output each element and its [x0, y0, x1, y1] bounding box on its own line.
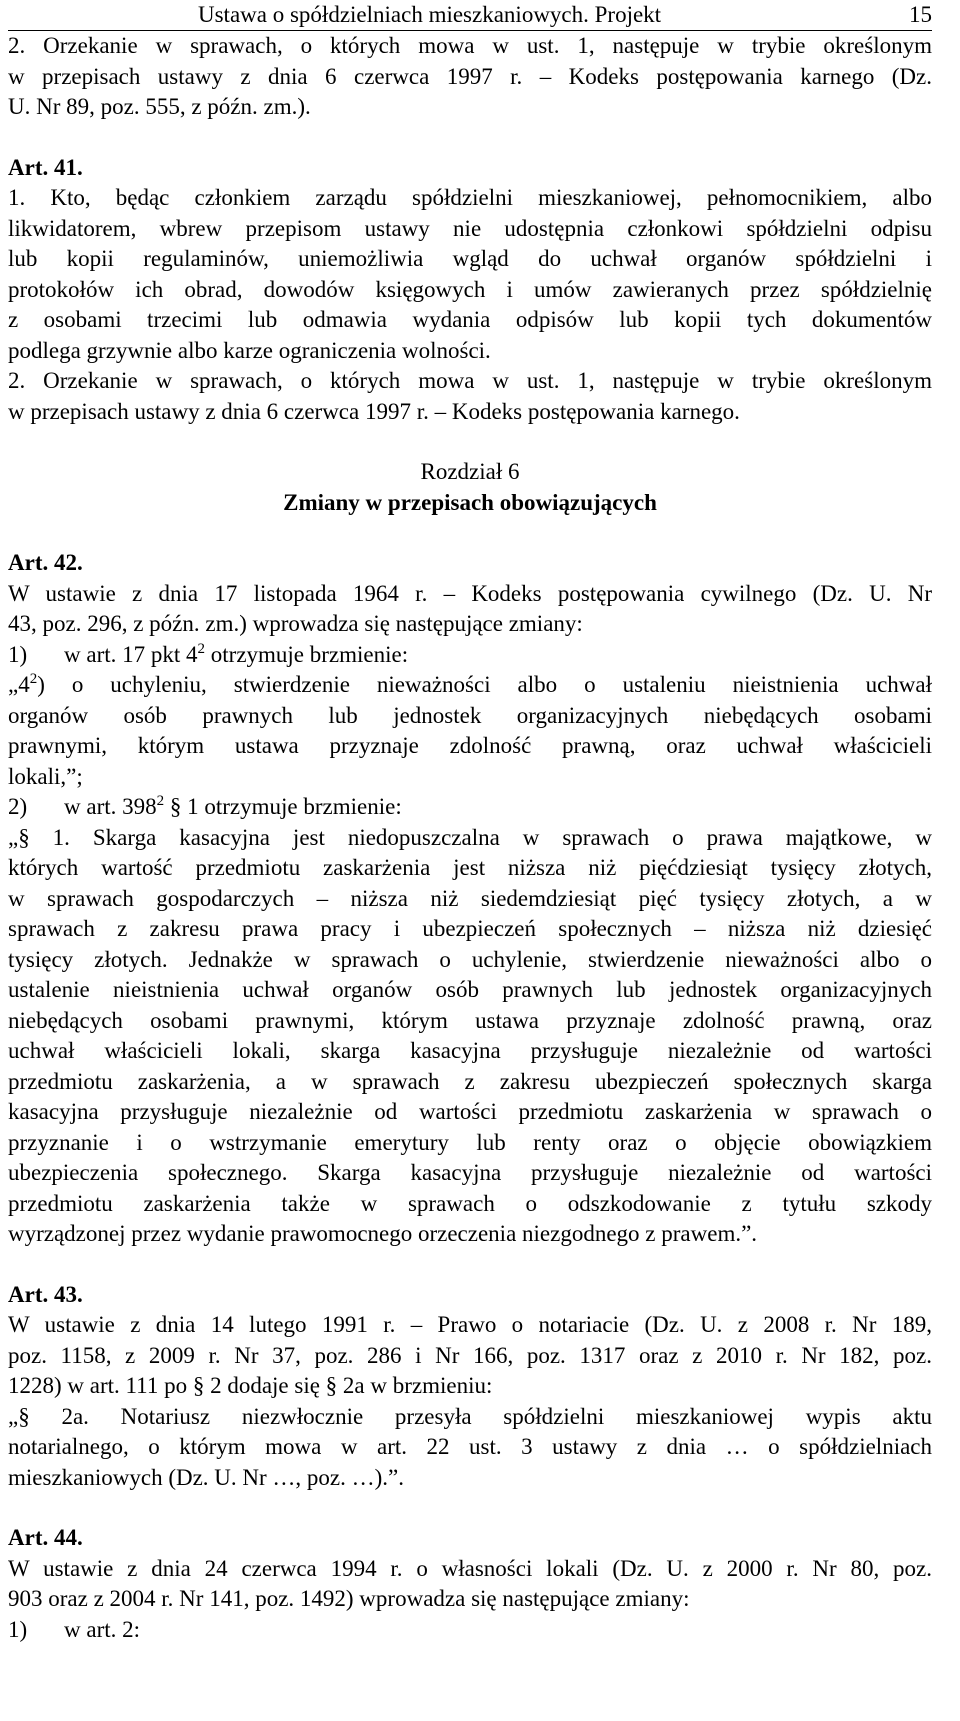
text-line: 903 oraz z 2004 r. Nr 141, poz. 1492) wprowadza się następujące zmiany: [8, 1586, 690, 1611]
quote-line: przyznanie i o wstrzymanie emerytury lub renty oraz o objęcie obowiązkiem [8, 1129, 932, 1155]
header-title: Ustawa o spółdzielniach mieszkaniowych. Projekt [198, 2, 662, 27]
quote-line: ustalenie nieistnienia uchwał organów osób prawnych lub jednostek organizacyjnych [8, 977, 932, 1002]
article-heading-44: Art. 44. [8, 1525, 83, 1550]
quote-line: sprawach z zakresu prawa pracy i ubezpieczeń społecznych – niższa niż dziesięć [8, 916, 932, 941]
quote-line: kasacyjna przysługuje niezależnie od wartości przedmiotu zaskarżenia w sprawach o [8, 1099, 932, 1124]
quote-line: których wartość przedmiotu zaskarżenia jest niższa niż pięćdziesiąt tysięcy złotych, [8, 855, 932, 880]
text-line: W ustawie z dnia 24 czerwca 1994 r. o własności lokali (Dz. U. z 2000 r. Nr 80, poz. [8, 1555, 932, 1581]
text-line: 2. Orzekanie w sprawach, o których mowa w ust. 1, następuje w trybie określonym [8, 368, 932, 393]
text-line: W ustawie z dnia 17 listopada 1964 r. – Kodeks postępowania cywilnego (Dz. U. Nr [8, 580, 932, 606]
list-number: 2) [8, 794, 28, 819]
text-line: 43, poz. 296, z późn. zm.) wprowadza się następujące zmiany: [8, 611, 583, 636]
quote-line: notarialnego, o którym mowa w art. 22 ust. 3 ustawy z dnia … o spółdzielniach [8, 1434, 932, 1459]
superscript: 2 [156, 793, 165, 809]
article-heading-42: Art. 42. [8, 550, 83, 575]
quote-line: uchwał właścicieli lokali, skarga kasacyjna przysługuje niezależnie od wartości [8, 1038, 932, 1063]
text-line: 2. Orzekanie w sprawach, o których mowa w ust. 1, następuje w trybie określonym [8, 33, 932, 58]
list-item [8, 640, 932, 671]
quote-line: wyrządzonej przez wydanie prawomocnego orzeczenia niezgodnego z prawem.”. [8, 1221, 758, 1246]
quote-line: w sprawach gospodarczych – niższa niż siedemdziesiąt pięć tysięcy złotych, a w [8, 885, 932, 911]
quote-text: „4 [8, 672, 30, 697]
quote-line: lokali,”; [8, 763, 83, 789]
quote-line: mieszkaniowych (Dz. U. Nr …, poz. …).”. [8, 1464, 404, 1490]
text-line: U. Nr 89, poz. 555, z późn. zm.). [8, 94, 311, 119]
quote-line: prawnymi, którym ustawa przyznaje zdolność prawną, oraz uchwał właścicieli [8, 733, 932, 758]
quote-text: ) o uchyleniu, stwierdzenie nieważności albo o ustaleniu nieistnienia uchwał [37, 672, 932, 697]
text-line: podlega grzywnie albo karze ograniczenia wolności. [8, 337, 491, 363]
text-line: 1. Kto, będąc członkiem zarządu spółdzielni mieszkaniowej, pełnomocnikiem, albo [8, 185, 932, 210]
quote-line [8, 670, 932, 701]
list-text-part: w art. 17 pkt 4 [64, 641, 198, 667]
text-line: likwidatorem, wbrew przepisom ustawy nie udostępnia członkowi spółdzielni odpisu [8, 215, 932, 241]
quote-line: „§ 2a. Notariusz niezwłocznie przesyła spółdzielni mieszkaniowej wypis aktu [8, 1403, 932, 1429]
article-heading-43: Art. 43. [8, 1281, 83, 1307]
page-header [8, 0, 932, 31]
text-line: lub kopii regulaminów, uniemożliwia wgląd do uchwał organów spółdzielni i [8, 246, 932, 271]
list-text-part: § 1 otrzymuje brzmienie: [164, 794, 402, 819]
list-text [64, 792, 402, 823]
superscript: 2 [29, 671, 38, 687]
list-item [8, 1615, 932, 1646]
list-number: 1) [8, 1616, 28, 1642]
text-line: w przepisach ustawy z dnia 6 czerwca 1997 r. – Kodeks postępowania karnego. [8, 398, 740, 424]
text-line: z osobami trzecimi lub odmawia wydania odpisów lub kopii tych dokumentów [8, 307, 932, 332]
list-text-part: otrzymuje brzmienie: [205, 641, 409, 667]
text-line: 1228) w art. 111 po § 2 dodaje się § 2a w brzmieniu: [8, 1373, 493, 1398]
quote-line: ubezpieczenia społecznego. Skarga kasacyjna przysługuje niezależnie od wartości [8, 1160, 932, 1185]
chapter-number: Rozdział 6 [420, 459, 520, 484]
quote-line: „§ 1. Skarga kasacyjna jest niedopuszczalna w sprawach o prawa majątkowe, w [8, 824, 932, 850]
text-line: poz. 1158, z 2009 r. Nr 37, poz. 286 i Nr 166, poz. 1317 oraz z 2010 r. Nr 182, poz. [8, 1342, 932, 1368]
quote-line: niebędących osobami prawnymi, którym ustawa przyznaje zdolność prawną, oraz [8, 1007, 932, 1033]
list-item [8, 792, 932, 823]
text-line: protokołów ich obrad, dowodów księgowych i umów zawieranych przez spółdzielnię [8, 276, 932, 302]
quote-line: organów osób prawnych lub jednostek organizacyjnych niebędących osobami [8, 702, 932, 728]
list-number: 1) [8, 641, 28, 667]
quote-line: przedmiotu zaskarżenia także w sprawach o odszkodowanie z tytułu szkody [8, 1190, 932, 1216]
quote-line: przedmiotu zaskarżenia, a w sprawach z zakresu ubezpieczeń społecznych skarga [8, 1068, 932, 1094]
text-line: W ustawie z dnia 14 lutego 1991 r. – Prawo o notariacie (Dz. U. z 2008 r. Nr 189, [8, 1312, 932, 1337]
list-text [64, 640, 408, 671]
quote-line: tysięcy złotych. Jednakże w sprawach o uchylenie, stwierdzenie nieważności albo o [8, 946, 932, 972]
superscript: 2 [197, 640, 206, 657]
article-heading-41: Art. 41. [8, 154, 83, 180]
list-text-part: w art. 398 [64, 794, 157, 819]
page-number: 15 [909, 2, 932, 27]
document-page [8, 0, 932, 1645]
text-line: w przepisach ustawy z dnia 6 czerwca 1997 r. – Kodeks postępowania karnego (Dz. [8, 63, 932, 89]
list-text: w art. 2: [64, 1616, 141, 1642]
chapter-title: Zmiany w przepisach obowiązujących [283, 489, 657, 515]
